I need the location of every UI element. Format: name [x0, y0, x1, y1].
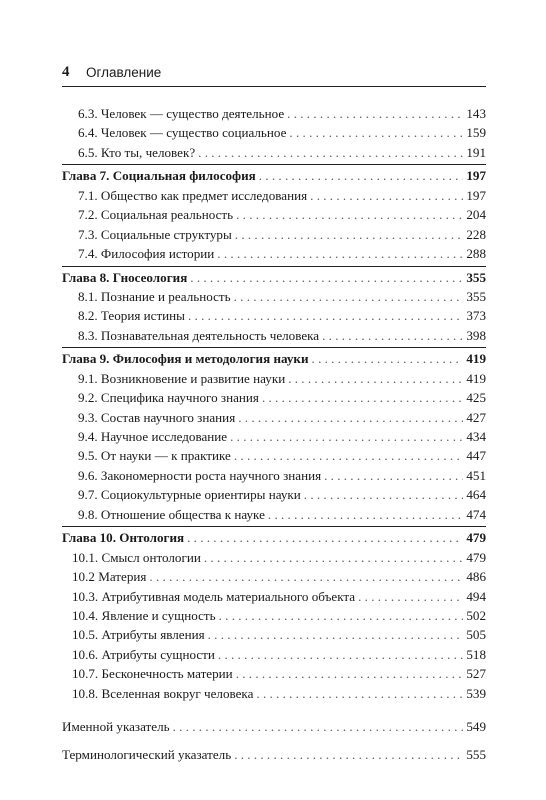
toc-entry-7-2[interactable]: 7.2. Социальная реальность . . . 204 [62, 205, 486, 224]
header-rule [62, 86, 486, 87]
toc-entry-9-8[interactable]: 9.8. Отношение общества к науке . . . 474 [62, 505, 486, 524]
chapter-divider [62, 526, 486, 527]
toc-name-index[interactable]: Именной указатель . . . 549 [62, 717, 486, 736]
toc-entry-8-1[interactable]: 8.1. Познание и реальность . . . 355 [62, 287, 486, 306]
toc-chapter-8[interactable]: Глава 8. Гносеология . . . 355 [62, 268, 486, 287]
toc-entry-9-4[interactable]: 9.4. Научное исследование . . . 434 [62, 427, 486, 446]
toc-entry-7-4[interactable]: 7.4. Философия истории . . . 288 [62, 244, 486, 263]
toc-entry-8-2[interactable]: 8.2. Теория истины . . . 373 [62, 306, 486, 325]
chapter-divider [62, 164, 486, 165]
toc-entry-9-6[interactable]: 9.6. Закономерности роста научного знания . . . 451 [62, 466, 486, 485]
toc-entry-6-3[interactable]: 6.3. Человек — существо деятельное . . . 143 [62, 104, 486, 123]
toc-entry-8-3[interactable]: 8.3. Познавательная деятельность человека . . . 398 [62, 326, 486, 345]
toc-entry-10-2[interactable]: 10.2 Материя . . . 486 [62, 567, 486, 586]
toc-entry-9-2[interactable]: 9.2. Специфика научного знания . . . 425 [62, 388, 486, 407]
toc-entry-9-5[interactable]: 9.5. От науки — к практике . . . 447 [62, 446, 486, 465]
toc-entry-6-4[interactable]: 6.4. Человек — существо социальное . . . 159 [62, 123, 486, 142]
toc-term-index[interactable]: Терминологический указатель . . . 555 [62, 745, 486, 764]
toc-entry-10-1[interactable]: 10.1. Смысл онтологии . . . 479 [62, 548, 486, 567]
toc-entry-10-5[interactable]: 10.5. Атрибуты явления . . . 505 [62, 625, 486, 644]
toc-entry-10-3[interactable]: 10.3. Атрибутивная модель материального объекта . . . 494 [62, 587, 486, 606]
toc-entry-9-7[interactable]: 9.7. Социокультурные ориентиры науки . . . 464 [62, 485, 486, 504]
running-title: Оглавление [86, 65, 162, 80]
table-of-contents [62, 104, 486, 764]
toc-entry-10-7[interactable]: 10.7. Бесконечность материи . . . 527 [62, 664, 486, 683]
toc-chapter-7[interactable]: Глава 7. Социальная философия . . . 197 [62, 166, 486, 185]
toc-entry-9-1[interactable]: 9.1. Возникновение и развитие науки . . . 419 [62, 369, 486, 388]
chapter-divider [62, 347, 486, 348]
page-number: 4 [62, 64, 70, 80]
toc-entry-10-4[interactable]: 10.4. Явление и сущность . . . 502 [62, 606, 486, 625]
running-header [62, 64, 486, 86]
toc-entry-6-5[interactable]: 6.5. Кто ты, человек? . . . 191 [62, 143, 486, 162]
chapter-divider [62, 266, 486, 267]
toc-entry-7-3[interactable]: 7.3. Социальные структуры . . . 228 [62, 225, 486, 244]
toc-entry-10-6[interactable]: 10.6. Атрибуты сущности . . . 518 [62, 645, 486, 664]
toc-entry-10-8[interactable]: 10.8. Вселенная вокруг человека . . . 539 [62, 684, 486, 703]
toc-chapter-10[interactable]: Глава 10. Онтология . . . 479 [62, 528, 486, 547]
toc-entry-7-1[interactable]: 7.1. Общество как предмет исследования . . . 197 [62, 186, 486, 205]
toc-chapter-9[interactable]: Глава 9. Философия и методология науки . . . 419 [62, 349, 486, 368]
toc-entry-9-3[interactable]: 9.3. Состав научного знания . . . 427 [62, 408, 486, 427]
